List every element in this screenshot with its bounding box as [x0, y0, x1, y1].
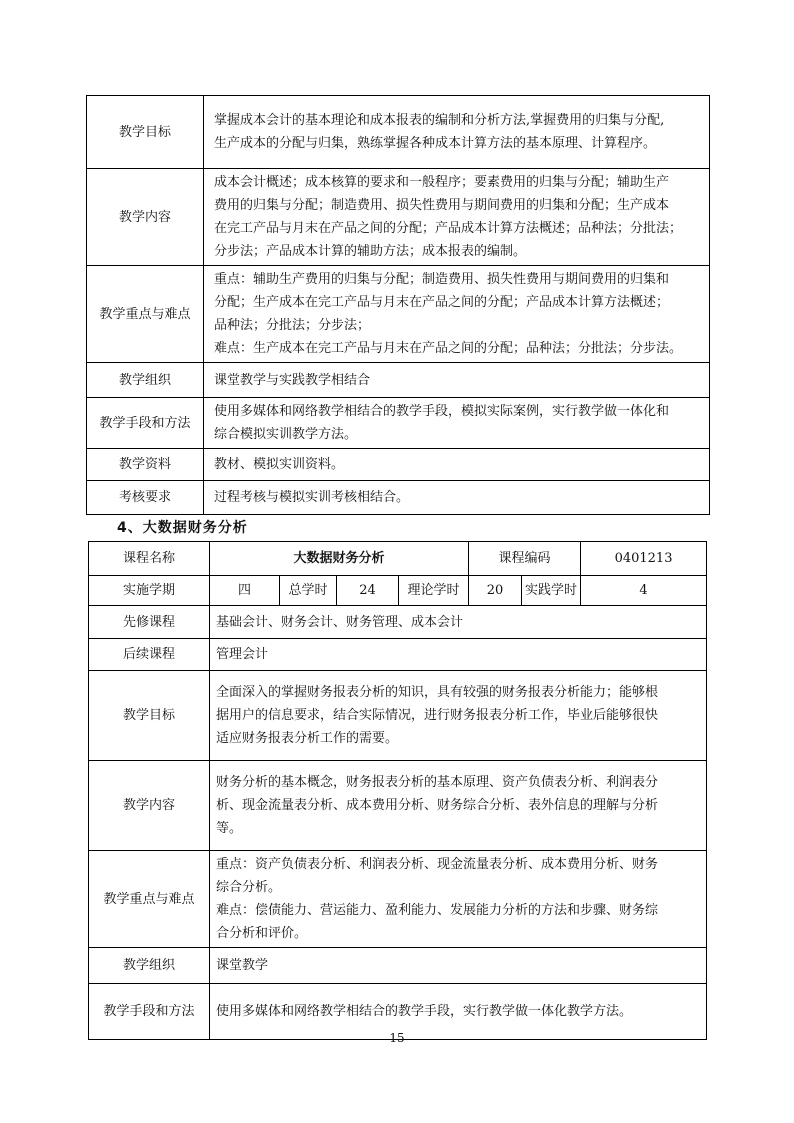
row-value: 成本会计概述；成本核算的要求和一般程序；要素费用的归集与分配；辅助生产 费用的归集与分配；制造费用、损失性费用与期间费用的归集和分配；生产成本 在完工产品与月末在产品之间的分配；产品成本计算方法概述；品种法；分批法； 分步法；产品成本计算的辅助方法；成本报表的编制。 — [204, 169, 710, 266]
row-label: 教学重点与难点 — [87, 266, 204, 363]
row-label: 教学目标 — [87, 96, 204, 169]
row-value: 过程考核与模拟实训考核相结合。 — [204, 481, 710, 515]
table-row — [89, 576, 707, 606]
table-row — [89, 671, 707, 761]
row-label: 教学重点与难点 — [89, 851, 210, 948]
table-row — [89, 606, 707, 639]
row-value: 全面深入的掌握财务报表分析的知识，具有较强的财务报表分析能力；能够根 据用户的信息要求，结合实际情况，进行财务报表分析工作，毕业后能够很快 适应财务报表分析工作的需要。 — [210, 671, 707, 761]
row-value: 财务分析的基本概念，财务报表分析的基本原理、资产负债表分析、利润表分 析、现金流量表分析、成本费用分析、财务综合分析、表外信息的理解与分析 等。 — [210, 761, 707, 851]
table-row — [87, 169, 710, 266]
row-value: 管理会计 — [210, 639, 707, 671]
row-label: 教学组织 — [87, 363, 204, 398]
table-row — [87, 449, 710, 481]
table-row — [87, 363, 710, 398]
course-table-big-data-finance — [88, 541, 707, 1040]
table-row — [89, 851, 707, 948]
row-value: 掌握成本会计的基本理论和成本报表的编制和分析方法,掌握费用的归集与分配, 生产成本的分配与归集，熟练掌握各种成本计算方法的基本原理、计算程序。 — [204, 96, 710, 169]
practice-hours-value: 4 — [581, 576, 707, 606]
row-label: 教学资料 — [87, 449, 204, 481]
row-value: 教材、模拟实训资料。 — [204, 449, 710, 481]
table-row — [89, 948, 707, 984]
row-value: 基础会计、财务会计、财务管理、成本会计 — [210, 606, 707, 639]
row-value: 使用多媒体和网络教学相结合的教学手段，模拟实际案例，实行教学做一体化和 综合模拟实训教学方法。 — [204, 398, 710, 449]
row-label: 教学手段和方法 — [89, 984, 210, 1040]
row-label: 教学手段和方法 — [87, 398, 204, 449]
row-value: 使用多媒体和网络教学相结合的教学手段，实行教学做一体化教学方法。 — [210, 984, 707, 1040]
table-row — [87, 96, 710, 169]
row-label: 先修课程 — [89, 606, 210, 639]
practice-hours-label: 实践学时 — [522, 576, 581, 606]
table-row — [87, 481, 710, 515]
row-label: 教学目标 — [89, 671, 210, 761]
row-value: 课堂教学与实践教学相结合 — [204, 363, 710, 398]
table-row — [87, 398, 710, 449]
table-row — [89, 761, 707, 851]
section-title: 4、大数据财务分析 — [117, 520, 248, 536]
course-name-label: 课程名称 — [89, 542, 210, 576]
course-code: 0401213 — [581, 542, 707, 576]
table-row — [89, 639, 707, 671]
course-table-cost-accounting — [86, 95, 710, 515]
table-row — [87, 266, 710, 363]
row-label: 教学内容 — [89, 761, 210, 851]
row-value: 课堂教学 — [210, 948, 707, 984]
table-row — [89, 542, 707, 576]
row-label: 后续课程 — [89, 639, 210, 671]
semester-label: 实施学期 — [89, 576, 210, 606]
course-name: 大数据财务分析 — [210, 542, 469, 576]
total-hours-value: 24 — [337, 576, 399, 606]
row-label: 教学组织 — [89, 948, 210, 984]
row-value: 重点：辅助生产费用的归集与分配；制造费用、损失性费用与期间费用的归集和 分配；生产成本在完工产品与月末在产品之间的分配；产品成本计算方法概述； 品种法；分批法；分步法； 难点：生产成本在完工产品与月末在产品之间的分配；品种法；分批法；分步法。 — [204, 266, 710, 363]
page-number: 15 — [389, 1031, 405, 1045]
theory-hours-value: 20 — [469, 576, 522, 606]
row-label: 考核要求 — [87, 481, 204, 515]
semester-value: 四 — [210, 576, 280, 606]
total-hours-label: 总学时 — [280, 576, 337, 606]
row-value: 重点：资产负债表分析、利润表分析、现金流量表分析、成本费用分析、财务 综合分析。 难点：偿债能力、营运能力、盈利能力、发展能力分析的方法和步骤、财务综 合分析和评价。 — [210, 851, 707, 948]
theory-hours-label: 理论学时 — [399, 576, 469, 606]
row-label: 教学内容 — [87, 169, 204, 266]
course-code-label: 课程编码 — [469, 542, 581, 576]
